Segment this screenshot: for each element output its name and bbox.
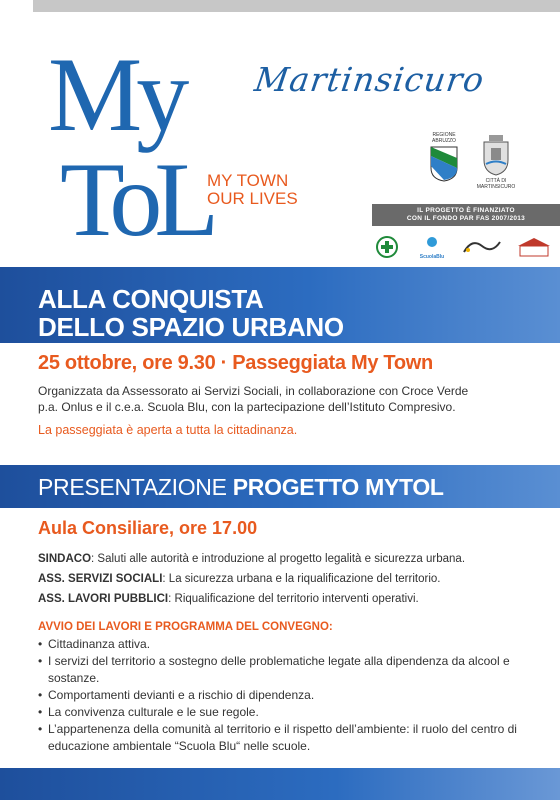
section1-title-line2: DELLO SPAZIO URBANO xyxy=(38,312,344,342)
citta-martinsicuro-crest xyxy=(476,132,516,190)
martinsicuro-coat-of-arms-icon xyxy=(481,134,511,176)
list-item: • Cittadinanza attiva. xyxy=(38,636,538,653)
section1-body xyxy=(38,352,538,437)
walk-date-time: 25 ottobre, ore 9.30 · Passeggiata My Town xyxy=(38,352,433,374)
slogan-line1: MY TOWN xyxy=(207,171,289,190)
section2-title-bold: PROGETTO MYTOL xyxy=(232,474,444,500)
bottom-blue-bar xyxy=(0,768,560,800)
section1-title-line1: ALLA CONQUISTA xyxy=(38,284,264,314)
croce-verde-logo-icon xyxy=(376,236,398,258)
sponsor-logos xyxy=(372,132,560,266)
organizer-line2: p.a. Onlus e il c.e.a. Scuola Blu, con la partecipazione dell’Istituto Compresivo. xyxy=(38,400,456,414)
speaker-row xyxy=(38,549,538,569)
open-to-all-note: La passeggiata è aperta a tutta la cittadinanza. xyxy=(38,423,298,437)
section2-title xyxy=(38,474,444,501)
organizer-text xyxy=(38,383,538,415)
partner-amalia xyxy=(512,236,556,260)
speakers-list xyxy=(38,549,538,609)
list-item: • L’appartenenza della comunità al territorio e il rispetto dell’ambiente: il ruolo del centro di educazione ambientale “Scuola Blu“ nelle scuole. xyxy=(38,721,538,755)
noi-logo-icon xyxy=(462,236,502,256)
logo-tol: ToL xyxy=(60,141,212,258)
partner-noi xyxy=(460,236,504,258)
list-item: • Comportamenti devianti e a rischio di dipendenza. xyxy=(38,687,538,704)
logo-my: My xyxy=(48,36,184,153)
funding-line1: IL PROGETTO È FINANZIATO xyxy=(417,207,515,214)
speaker-topic: : Saluti alle autorità e introduzione al progetto legalità e sicurezza urbana. xyxy=(91,553,466,565)
logo-script-martinsicuro: Martinsicuro xyxy=(252,60,487,99)
speaker-role: ASS. SERVIZI SOCIALI xyxy=(38,573,163,585)
section2-banner xyxy=(0,465,560,508)
section1-title xyxy=(38,285,344,341)
crest1-label: REGIONE ABRUZZO xyxy=(432,132,456,144)
speaker-role: SINDACO xyxy=(38,553,92,565)
section2-body xyxy=(38,518,538,755)
partner-logos xyxy=(372,236,560,258)
slogan-line2: OUR LIVES xyxy=(207,189,298,208)
speaker-row xyxy=(38,589,538,609)
speaker-row xyxy=(38,569,538,589)
abruzzo-shield-icon xyxy=(430,146,458,182)
regione-abruzzo-crest xyxy=(424,132,464,184)
partner-scuola-blu xyxy=(412,236,452,260)
slogan xyxy=(207,172,298,208)
list-item: • La convivenza culturale e le sue regole. xyxy=(38,704,538,721)
list-item: • I servizi del territorio a sostegno delle problematiche legate alla dipendenza da alcool e sostanze. xyxy=(38,653,538,687)
organizer-line1: Organizzata da Assessorato ai Servizi Sociali, in collaborazione con Croce Verde xyxy=(38,384,469,398)
speaker-topic: : La sicurezza urbana e la riqualificazione del territorio. xyxy=(162,573,441,585)
speaker-topic: : Riqualificazione del territorio interventi operativi. xyxy=(168,593,419,605)
partner-croce-verde xyxy=(372,236,402,260)
section1-banner xyxy=(0,267,560,343)
funding-box xyxy=(372,204,560,226)
amalia-logo-icon xyxy=(514,236,554,258)
crest2-label: CITTÀ DI MARTINSICURO xyxy=(476,178,516,190)
section2-title-prefix: PRESENTAZIONE xyxy=(38,474,233,500)
top-grey-strip xyxy=(33,0,560,12)
partner2-label: ScuolaBlu xyxy=(419,254,445,260)
aula-time: Aula Consiliare, ore 17.00 xyxy=(38,518,258,538)
speaker-role: ASS. LAVORI PUBBLICI xyxy=(38,593,169,605)
funding-line2: CON IL FONDO PAR FAS 2007/2013 xyxy=(406,215,526,222)
scuola-blu-logo-icon xyxy=(414,236,450,252)
program-list xyxy=(38,636,538,755)
program-heading: AVVIO DEI LAVORI E PROGRAMMA DEL CONVEGNO: xyxy=(38,621,333,633)
